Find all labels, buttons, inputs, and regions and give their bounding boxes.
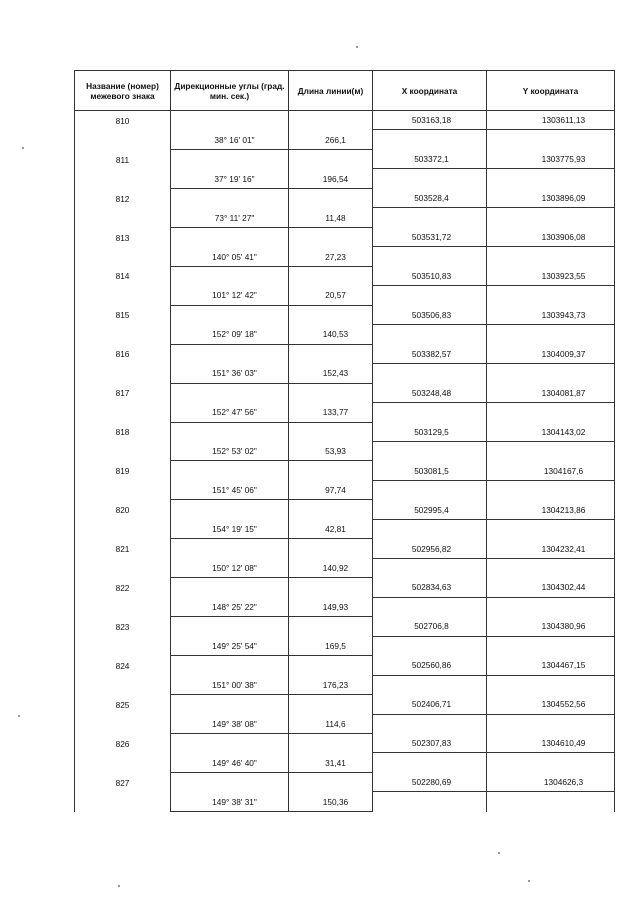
mark-y: 1304081,87 [487,384,615,403]
table-row [75,481,615,500]
segment-length: 97,74 [289,481,373,500]
empty-cell [171,345,289,364]
mark-x: 502834,63 [373,578,487,597]
table-row [75,150,615,169]
empty-cell [487,559,615,578]
table-row [75,306,615,325]
mark-name: 826 [75,734,171,753]
empty-cell [487,715,615,734]
empty-cell [373,364,487,383]
segment-angle: 151° 36' 03" [171,364,289,383]
header-x: X координата [373,71,487,111]
segment-angle: 149° 46' 40" [171,753,289,772]
mark-name: 820 [75,500,171,519]
empty-cell [75,753,171,772]
mark-y: 1304467,15 [487,656,615,675]
mark-x: 503081,5 [373,461,487,480]
empty-cell [373,637,487,656]
empty-cell [75,637,171,656]
segment-angle: 149° 38' 31" [171,792,289,811]
table-row [75,676,615,695]
empty-cell [171,189,289,208]
empty-cell [171,656,289,675]
empty-cell [373,208,487,227]
mark-name: 818 [75,423,171,442]
empty-cell [487,208,615,227]
segment-angle: 37° 19' 16" [171,169,289,188]
empty-cell [75,325,171,344]
empty-cell [171,539,289,558]
empty-cell [373,481,487,500]
empty-cell [289,656,373,675]
mark-y: 1303906,08 [487,228,615,247]
mark-name: 821 [75,539,171,558]
empty-cell [373,792,487,811]
empty-cell [373,130,487,149]
mark-name: 813 [75,228,171,247]
empty-cell [171,228,289,247]
empty-cell [289,734,373,753]
table-row [75,345,615,364]
segment-length: 31,41 [289,753,373,772]
empty-cell [171,111,289,130]
scan-speck [528,880,530,882]
segment-length: 266,1 [289,130,373,149]
mark-y: 1304232,41 [487,539,615,558]
segment-angle: 150° 12' 08" [171,559,289,578]
mark-name: 819 [75,461,171,480]
table-row [75,539,615,558]
table-row [75,734,615,753]
empty-cell [75,715,171,734]
empty-cell [75,520,171,539]
mark-y: 1303943,73 [487,306,615,325]
empty-cell [487,403,615,422]
empty-cell [487,637,615,656]
segment-angle: 152° 53' 02" [171,442,289,461]
table-header [75,71,615,111]
empty-cell [171,773,289,792]
table-row [75,247,615,266]
mark-y: 1303923,55 [487,267,615,286]
segment-length: 176,23 [289,676,373,695]
empty-cell [75,676,171,695]
empty-cell [487,753,615,772]
empty-cell [171,267,289,286]
mark-y: 1304009,37 [487,345,615,364]
mark-name: 812 [75,189,171,208]
mark-name: 816 [75,345,171,364]
segment-angle: 152° 09' 18" [171,325,289,344]
mark-x: 503531,72 [373,228,487,247]
segment-length: 114,6 [289,715,373,734]
table-row [75,617,615,636]
table-row [75,559,615,578]
empty-cell [171,578,289,597]
segment-angle: 152° 47' 56" [171,403,289,422]
empty-cell [373,325,487,344]
empty-cell [75,208,171,227]
empty-cell [289,189,373,208]
empty-cell [373,676,487,695]
table-row [75,325,615,344]
table-row [75,169,615,188]
segment-angle: 140° 05' 41" [171,247,289,266]
segment-length: 152,43 [289,364,373,383]
mark-name: 815 [75,306,171,325]
empty-cell [75,169,171,188]
table-row [75,637,615,656]
segment-length: 149,93 [289,598,373,617]
mark-x: 503372,1 [373,150,487,169]
mark-name: 825 [75,695,171,714]
segment-angle: 149° 25' 54" [171,637,289,656]
empty-cell [75,559,171,578]
table-row [75,715,615,734]
mark-x: 502956,82 [373,539,487,558]
mark-y: 1304213,86 [487,500,615,519]
table-row [75,461,615,480]
empty-cell [75,598,171,617]
segment-angle: 151° 00' 38" [171,676,289,695]
mark-name: 814 [75,267,171,286]
empty-cell [289,228,373,247]
table-row [75,442,615,461]
mark-name: 822 [75,578,171,597]
mark-x: 503129,5 [373,423,487,442]
empty-cell [487,481,615,500]
empty-cell [75,286,171,305]
empty-cell [171,423,289,442]
empty-cell [373,559,487,578]
mark-name: 827 [75,773,171,792]
empty-cell [487,286,615,305]
mark-x: 503163,18 [373,111,487,130]
empty-cell [289,150,373,169]
mark-x: 502307,83 [373,734,487,753]
mark-x: 502560,86 [373,656,487,675]
empty-cell [487,247,615,266]
empty-cell [289,773,373,792]
mark-name: 823 [75,617,171,636]
scan-speck [118,885,120,887]
table-row [75,403,615,422]
table-row [75,267,615,286]
table-row [75,228,615,247]
table-row [75,384,615,403]
empty-cell [75,130,171,149]
empty-cell [289,617,373,636]
table-row [75,598,615,617]
mark-x: 503506,83 [373,306,487,325]
table-row [75,130,615,149]
segment-angle: 73° 11' 27" [171,208,289,227]
empty-cell [75,247,171,266]
empty-cell [75,792,171,811]
segment-length: 133,77 [289,403,373,422]
empty-cell [289,539,373,558]
empty-cell [289,500,373,519]
mark-y: 1304302,44 [487,578,615,597]
table-row [75,695,615,714]
segment-length: 53,93 [289,442,373,461]
empty-cell [75,442,171,461]
segment-length: 20,57 [289,286,373,305]
empty-cell [373,247,487,266]
empty-cell [171,150,289,169]
empty-cell [171,384,289,403]
empty-cell [171,617,289,636]
segment-length: 196,54 [289,169,373,188]
empty-cell [487,442,615,461]
mark-x: 503528,4 [373,189,487,208]
mark-x: 502995,4 [373,500,487,519]
table-row [75,520,615,539]
empty-cell [289,695,373,714]
mark-x: 502406,71 [373,695,487,714]
empty-cell [289,111,373,130]
empty-cell [373,598,487,617]
segment-length: 169,5 [289,637,373,656]
header-name: Название (номер) межевого знака [75,71,171,111]
mark-y: 1303896,09 [487,189,615,208]
empty-cell [373,403,487,422]
scan-speck [22,147,24,149]
mark-y: 1303611,13 [487,111,615,130]
empty-cell [289,384,373,403]
segment-angle: 154° 19' 15" [171,520,289,539]
segment-length: 140,92 [289,559,373,578]
mark-y: 1304167,6 [487,461,615,480]
mark-y: 1304626,3 [487,773,615,792]
scan-speck [356,46,358,48]
segment-length: 42,81 [289,520,373,539]
empty-cell [373,520,487,539]
empty-cell [289,423,373,442]
empty-cell [289,578,373,597]
segment-angle: 149° 38' 08" [171,715,289,734]
empty-cell [75,364,171,383]
mark-name: 824 [75,656,171,675]
empty-cell [171,461,289,480]
empty-cell [289,267,373,286]
segment-angle: 38° 16' 01" [171,130,289,149]
header-y: Y координата [487,71,615,111]
empty-cell [373,169,487,188]
mark-y: 1304610,49 [487,734,615,753]
scan-speck [18,715,20,717]
empty-cell [289,345,373,364]
table-row [75,208,615,227]
mark-y: 1303775,93 [487,150,615,169]
empty-cell [171,734,289,753]
mark-name: 810 [75,111,171,130]
empty-cell [487,130,615,149]
table-row [75,792,615,811]
empty-cell [171,695,289,714]
empty-cell [289,306,373,325]
empty-cell [289,461,373,480]
table-row [75,111,615,130]
segment-length: 27,23 [289,247,373,266]
header-angles: Дирекционные углы (град. мин. сек.) [171,71,289,111]
empty-cell [373,715,487,734]
segment-angle: 101° 12' 42" [171,286,289,305]
empty-cell [171,500,289,519]
mark-x: 503382,57 [373,345,487,364]
table-row [75,364,615,383]
table-row [75,773,615,792]
empty-cell [75,403,171,422]
table-body [75,111,615,812]
table-row [75,578,615,597]
mark-x: 502706,8 [373,617,487,636]
empty-cell [487,364,615,383]
mark-name: 811 [75,150,171,169]
table-row [75,656,615,675]
segment-angle: 148° 25' 22" [171,598,289,617]
table-row [75,286,615,305]
mark-x: 503248,48 [373,384,487,403]
mark-x: 503510,83 [373,267,487,286]
empty-cell [487,169,615,188]
segment-angle: 151° 45' 06" [171,481,289,500]
empty-cell [487,792,615,811]
empty-cell [487,598,615,617]
empty-cell [373,753,487,772]
empty-cell [487,325,615,344]
segment-length: 11,48 [289,208,373,227]
empty-cell [487,676,615,695]
header-length: Длина линии(м) [289,71,373,111]
mark-y: 1304380,96 [487,617,615,636]
empty-cell [487,520,615,539]
table-row [75,423,615,442]
table-row [75,500,615,519]
mark-name: 817 [75,384,171,403]
empty-cell [373,286,487,305]
empty-cell [75,481,171,500]
scan-speck [498,852,500,854]
boundary-marks-table [74,70,615,812]
segment-length: 140,53 [289,325,373,344]
table-row [75,753,615,772]
empty-cell [373,442,487,461]
empty-cell [171,306,289,325]
table-row [75,189,615,208]
segment-length: 150,36 [289,792,373,811]
mark-x: 502280,69 [373,773,487,792]
mark-y: 1304143,02 [487,423,615,442]
mark-y: 1304552,56 [487,695,615,714]
